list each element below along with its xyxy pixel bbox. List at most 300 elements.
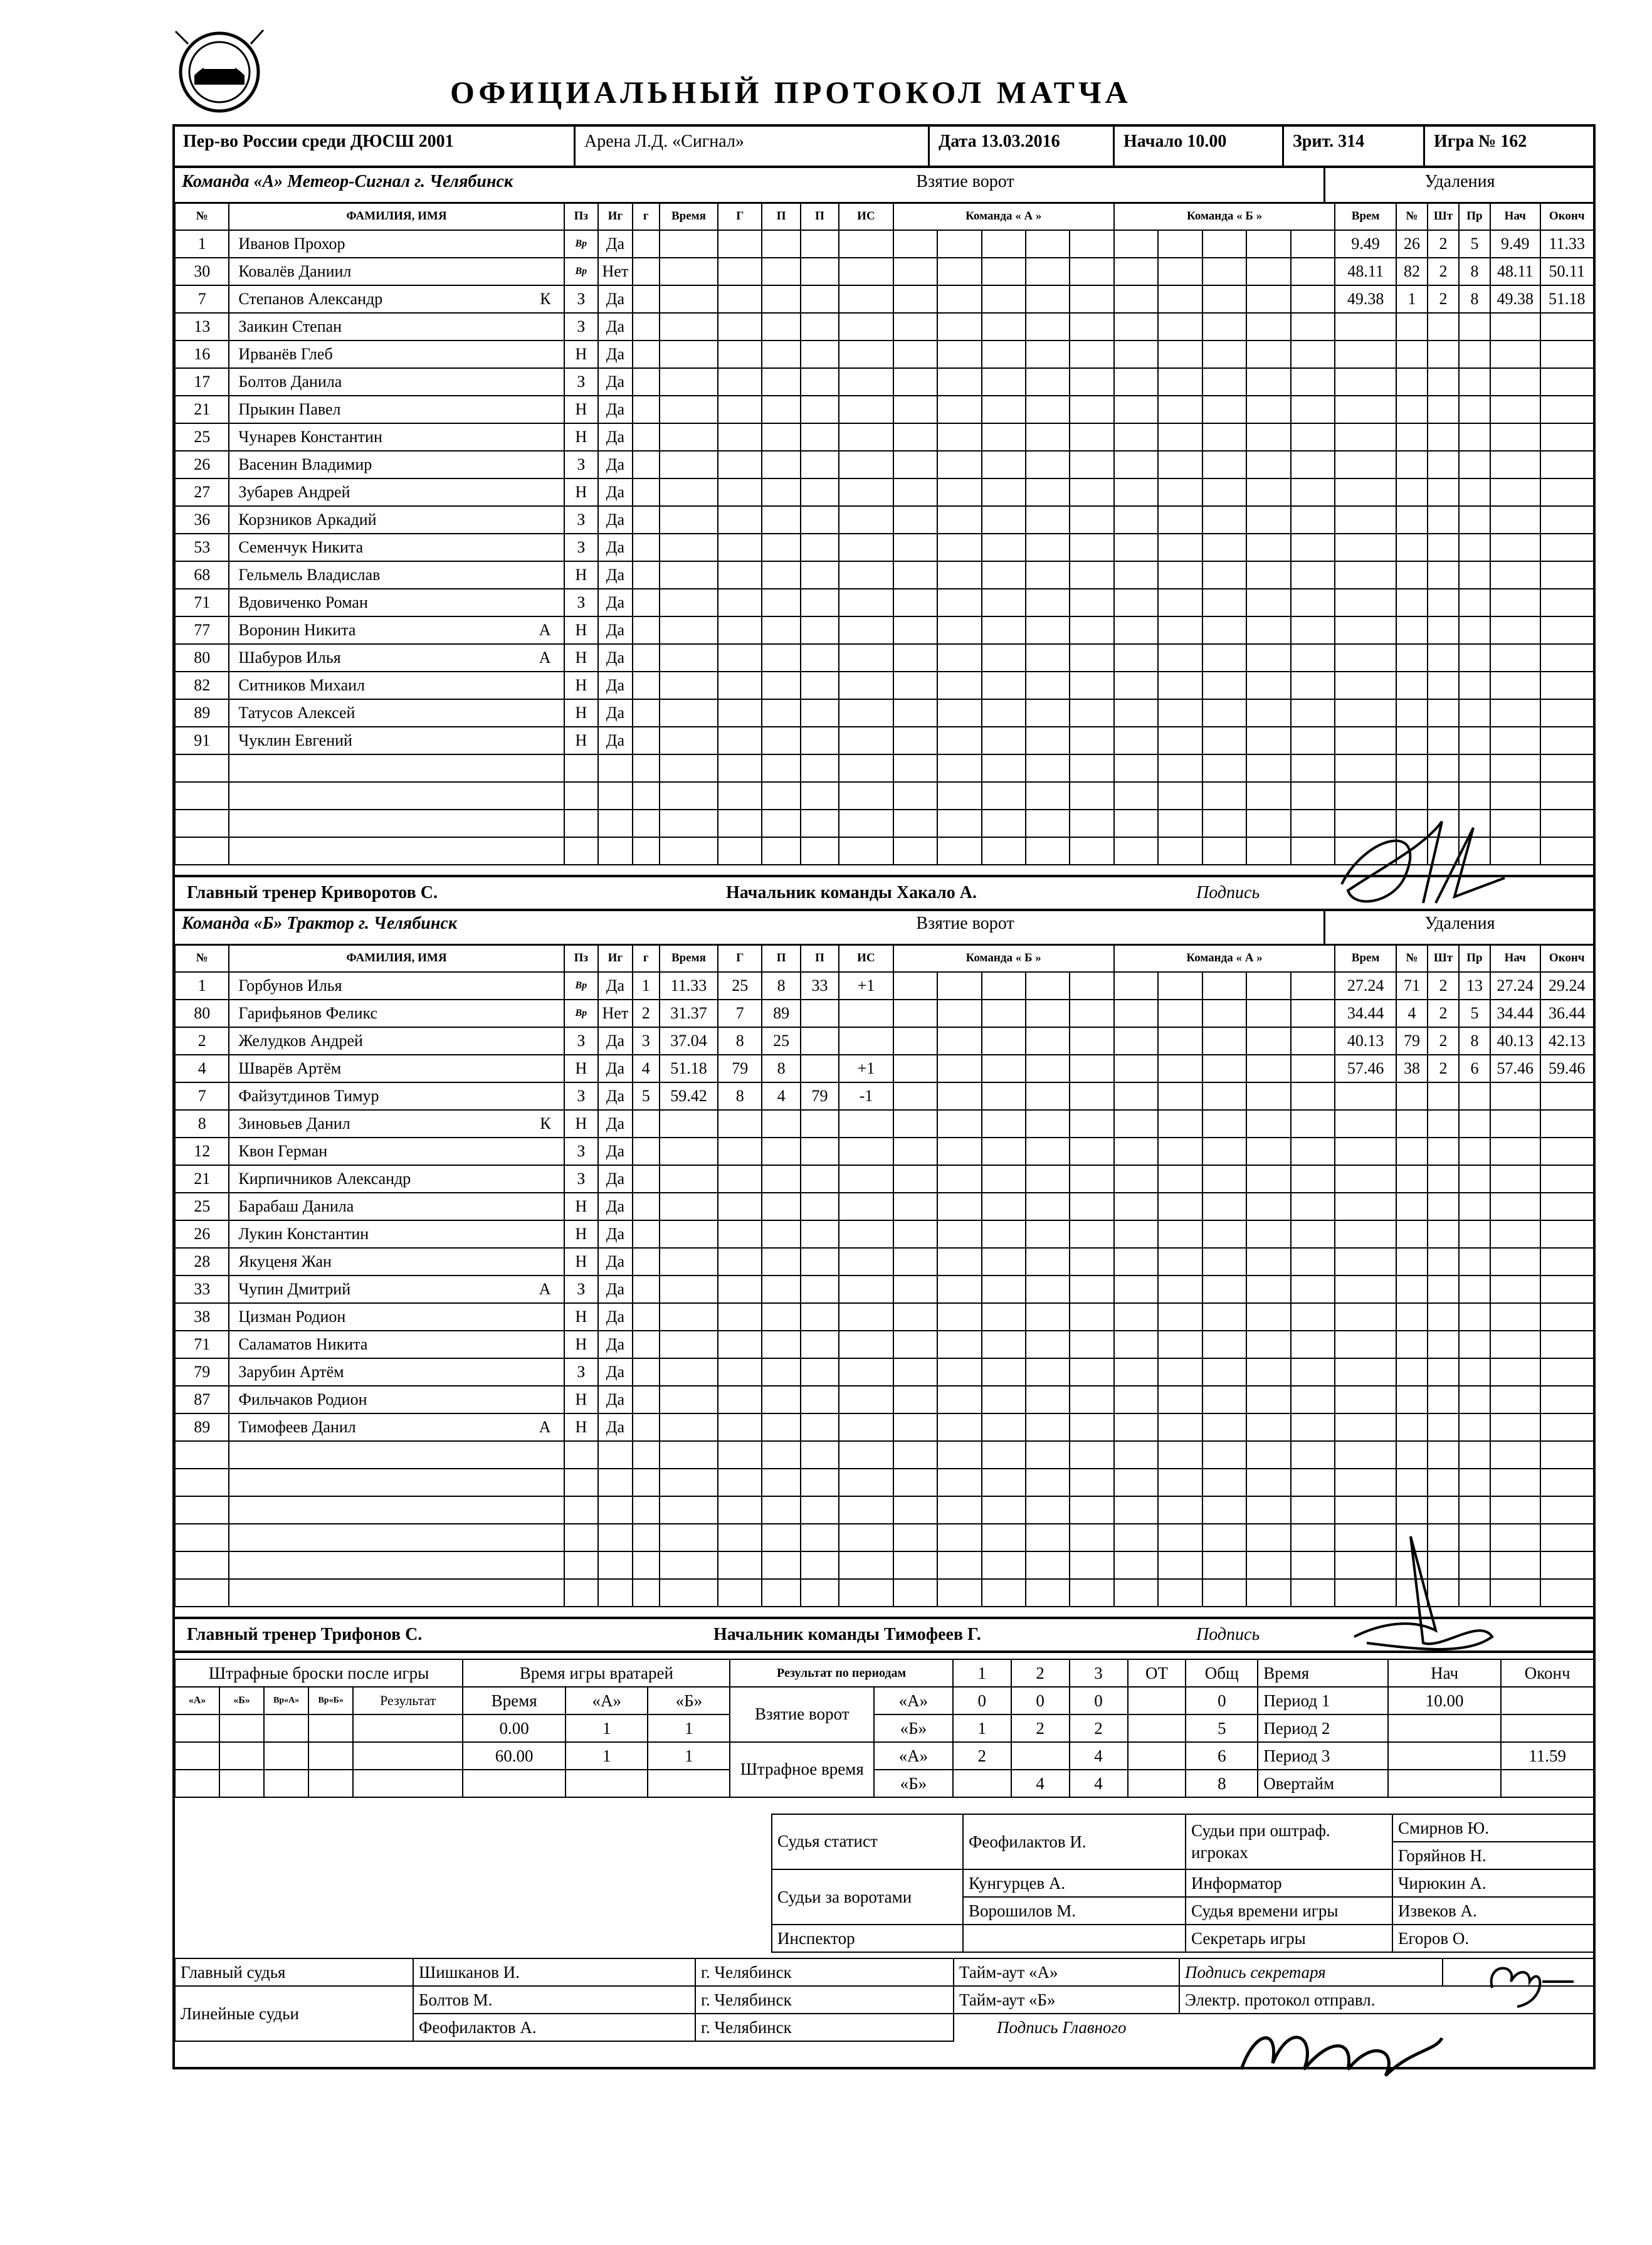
team-a-goal-num (633, 534, 660, 561)
team-a-player-name (229, 837, 564, 865)
team-a-onice-cell (982, 258, 1026, 285)
team-a-col-name: ФАМИЛИЯ, ИМЯ (229, 203, 564, 230)
team-b-goal-is: -1 (839, 1082, 893, 1110)
team-b-player-num: 26 (175, 1220, 229, 1248)
team-a-onice-cell (893, 230, 937, 258)
team-a-goal-assist1 (762, 423, 800, 451)
arena: Арена Л.Д. «Сигнал» (576, 125, 930, 166)
team-a-goal-scorer (718, 451, 762, 478)
team-a-player-plays: Да (598, 561, 633, 589)
team-b-onice-cell (1291, 1220, 1335, 1248)
team-b-onice-cell (982, 1165, 1026, 1193)
goals-a-ot (1128, 1687, 1186, 1714)
team-b-onice-cell (1114, 1220, 1158, 1248)
team-b-onice-cell (937, 1469, 981, 1496)
team-b-onice-cell (1202, 1027, 1246, 1055)
team-b-row (175, 972, 1594, 1000)
team-a-pen-code (1459, 341, 1490, 368)
team-b-goal-scorer (718, 1220, 762, 1248)
team-a-title: Команда «А» Метеор-Сигнал г. Челябинск (182, 172, 513, 191)
team-b-goal-time (660, 1469, 718, 1496)
team-a-pen-code (1459, 534, 1490, 561)
team-a-pen-min (1428, 423, 1459, 451)
team-b-onice-cell (1246, 1413, 1290, 1441)
team-a-pen-end (1540, 727, 1594, 754)
secretary: Егоров О. (1392, 1925, 1595, 1952)
periods-header: Результат по периодам (730, 1659, 952, 1687)
team-a-pen-start (1490, 506, 1540, 534)
team-a-row (175, 754, 1594, 782)
team-a-goal-is (839, 810, 893, 837)
team-a-pen-min: 2 (1428, 285, 1459, 313)
team-a-onice-cell (1158, 672, 1202, 699)
team-b-pen-start (1490, 1386, 1540, 1413)
team-b-pen-end (1540, 1331, 1594, 1358)
team-a-player-pos: Н (564, 478, 599, 506)
team-b-onice-cell (1070, 1496, 1113, 1524)
team-a-player-plays: Да (598, 727, 633, 754)
team-a-pen-time (1335, 396, 1396, 423)
team-b-pen-end (1540, 1193, 1594, 1220)
team-b-goal-scorer (718, 1165, 762, 1193)
team-a-goal-time (660, 534, 718, 561)
team-b-pen-start (1490, 1248, 1540, 1276)
team-b-onice-cell (1070, 1193, 1113, 1220)
team-b-pen-min (1428, 1386, 1459, 1413)
team-a-pen-num (1396, 396, 1428, 423)
gk-row-1-time: 0.00 (463, 1714, 566, 1742)
team-a-onice-cell (1070, 341, 1114, 368)
team-a-onice-cell (1246, 451, 1290, 478)
team-a-goal-num (633, 451, 660, 478)
team-a-onice-cell (893, 754, 937, 782)
team-a-onice-cell (1114, 396, 1158, 423)
team-b-pen-num (1396, 1193, 1428, 1220)
team-b-player-plays: Да (598, 1220, 633, 1248)
team-b-onice-cell (1202, 1000, 1246, 1027)
team-b-onice-cell (1246, 1276, 1290, 1303)
team-a-goal-time (660, 644, 718, 672)
team-b-onice-cell (1026, 1110, 1070, 1138)
team-a-pen-code: 8 (1459, 285, 1490, 313)
team-b-pen-end: 36.44 (1540, 1000, 1594, 1027)
team-b-manager: Начальник команды Тимофеев Г. (713, 1625, 981, 1644)
team-b-pen-end (1540, 1441, 1594, 1469)
team-b-pen-num (1396, 1469, 1428, 1496)
shootout-col-a: «А» (175, 1687, 219, 1714)
team-b-goal-is (839, 1303, 893, 1331)
team-b-row (175, 1441, 1594, 1469)
team-b-onice-cell (1246, 1303, 1290, 1331)
team-a-goal-time (660, 423, 718, 451)
team-a-row (175, 644, 1594, 672)
team-a-pen-code (1459, 423, 1490, 451)
linesman-1-city: г. Челябинск (695, 1986, 954, 2014)
team-a-coach: Главный тренер Криворотов С. (187, 883, 438, 902)
team-a-onice-cell (1070, 616, 1114, 644)
team-b-pen-num (1396, 1303, 1428, 1331)
team-b-onice-cell (1202, 1496, 1246, 1524)
team-b-pen-time (1335, 1193, 1396, 1220)
shootout-col-result: Результат (353, 1687, 463, 1714)
team-b-onice-cell (1158, 1082, 1202, 1110)
team-b-player-pos: Н (564, 1110, 599, 1138)
team-b-onice-cell (893, 1193, 937, 1220)
team-a-player-num (175, 837, 229, 865)
team-b-col-pen-end: Оконч (1540, 944, 1594, 972)
team-b-pen-start (1490, 1331, 1540, 1358)
team-a-player-pos: Н (564, 396, 599, 423)
team-b-goal-scorer (718, 1358, 762, 1386)
team-a-goal-scorer (718, 616, 762, 644)
team-b-goal-assist2 (801, 1413, 839, 1441)
team-a-player-pos: З (564, 313, 599, 341)
team-b-goal-assist2 (801, 1165, 839, 1193)
pim-a-p1: 2 (953, 1742, 1011, 1770)
team-b-goal-time (660, 1331, 718, 1358)
team-a-onice-cell (1070, 396, 1114, 423)
team-a-pen-code (1459, 754, 1490, 782)
team-a-player-num: 16 (175, 341, 229, 368)
team-b-onice-cell (1070, 1469, 1113, 1496)
team-a-player-pos: Н (564, 616, 599, 644)
team-a-goal-time (660, 368, 718, 396)
team-a-player-num (175, 754, 229, 782)
team-b-goal-assist2 (801, 1386, 839, 1413)
pim-team-a: «А» (874, 1742, 953, 1770)
head-ref: Шишканов И. (413, 1958, 695, 1986)
team-b-pen-min: 2 (1428, 1000, 1459, 1027)
team-b-goal-time (660, 1138, 718, 1165)
team-a-pen-start (1490, 644, 1540, 672)
team-b-pen-end (1540, 1496, 1594, 1524)
team-a-col-own-team: Команда « А » (893, 203, 1114, 230)
team-a-onice-cell (893, 672, 937, 699)
team-b-pen-num (1396, 1220, 1428, 1248)
team-b-onice-cell (1291, 972, 1335, 1000)
team-a-pen-time (1335, 782, 1396, 810)
team-a-onice-cell (1291, 699, 1335, 727)
team-a-pen-end (1540, 396, 1594, 423)
linesman-2: Феофилактов А. (413, 2014, 695, 2041)
team-a-onice-cell (1158, 451, 1202, 478)
team-a-pen-start (1490, 616, 1540, 644)
team-a-onice-cell (982, 616, 1026, 644)
team-a-onice-cell (1026, 396, 1070, 423)
team-b-player-num: 80 (175, 1000, 229, 1027)
team-a-onice-cell (893, 589, 937, 616)
tournament-name: Пер-во России среди ДЮСШ 2001 (174, 125, 576, 166)
pim-a-p2 (1011, 1742, 1070, 1770)
team-a-pen-time (1335, 644, 1396, 672)
team-a-onice-cell (1070, 754, 1114, 782)
team-a-goal-assist2 (801, 478, 839, 506)
team-b-player-plays: Да (598, 1248, 633, 1276)
team-b-onice-cell (1070, 1082, 1113, 1110)
team-b-pen-time (1335, 1110, 1396, 1138)
team-a-goal-scorer (718, 534, 762, 561)
team-b-goal-assist2 (801, 1303, 839, 1331)
team-a-goal-is (839, 478, 893, 506)
team-b-goal-assist1 (762, 1579, 800, 1607)
team-b-goal-scorer (718, 1469, 762, 1496)
team-b-onice-cell (937, 1579, 981, 1607)
team-b-player-num (175, 1551, 229, 1579)
team-a-player-plays: Да (598, 285, 633, 313)
team-a-onice-cell (1026, 837, 1070, 865)
team-b-onice-cell (982, 1441, 1026, 1469)
team-b-player-role: А (539, 1418, 551, 1436)
team-a-pen-num (1396, 451, 1428, 478)
team-a-goal-num (633, 672, 660, 699)
team-a-goal-time (660, 589, 718, 616)
team-b-onice-cell (1070, 1000, 1113, 1027)
team-a-onice-cell (1291, 644, 1335, 672)
team-b-onice-cell (1246, 1469, 1290, 1496)
team-a-goal-assist1 (762, 672, 800, 699)
team-a-onice-cell (1114, 589, 1158, 616)
team-b-goal-time (660, 1413, 718, 1441)
team-a-goal-assist2 (801, 589, 839, 616)
team-b-onice-cell (937, 1220, 981, 1248)
team-a-onice-cell (1202, 506, 1246, 534)
team-b-pen-end (1540, 1220, 1594, 1248)
team-b-onice-cell (1026, 1165, 1070, 1193)
team-a-row (175, 258, 1594, 285)
team-b-onice-cell (1246, 1165, 1290, 1193)
team-a-onice-cell (982, 396, 1026, 423)
team-a-onice-cell (982, 230, 1026, 258)
team-b-player-plays: Да (598, 1386, 633, 1413)
team-b-onice-cell (1026, 1496, 1070, 1524)
gk-row-2-b: 1 (648, 1742, 730, 1770)
team-b-goal-scorer (718, 1579, 762, 1607)
team-a-col-assist1: П (762, 203, 800, 230)
team-b-player-name-text: Фильчаков Родион (238, 1390, 367, 1408)
team-a-pen-min (1428, 313, 1459, 341)
team-b-pen-min (1428, 1276, 1459, 1303)
team-a-onice-cell (1246, 423, 1290, 451)
team-a-onice-cell (1291, 810, 1335, 837)
team-a-goal-num (633, 368, 660, 396)
team-b-pen-num (1396, 1413, 1428, 1441)
team-a-pen-start (1490, 561, 1540, 589)
team-b-onice-cell (1026, 1469, 1070, 1496)
pim-b-p2: 4 (1011, 1770, 1070, 1797)
team-b-goal-scorer (718, 1303, 762, 1331)
team-b-player-name-text: Гарифьянов Феликс (238, 1004, 378, 1022)
team-a-player-name-text: Семенчук Никита (238, 538, 364, 556)
team-a-onice-cell (1291, 451, 1335, 478)
team-b-onice-cell (1246, 1248, 1290, 1276)
team-b-onice-cell (893, 1027, 937, 1055)
team-b-goal-assist2 (801, 1248, 839, 1276)
period-2-label: Период 2 (1258, 1714, 1388, 1742)
team-a-player-name (229, 258, 564, 285)
team-b-onice-cell (893, 1579, 937, 1607)
team-b-goal-time (660, 1524, 718, 1551)
team-a-onice-cell (1246, 506, 1290, 534)
team-b-goal-time (660, 1551, 718, 1579)
team-b-onice-cell (1158, 1413, 1202, 1441)
team-a-onice-cell (1202, 837, 1246, 865)
team-a-goal-num (633, 396, 660, 423)
team-b-col-pen-num: № (1396, 944, 1428, 972)
team-a-pen-time (1335, 672, 1396, 699)
team-b-pen-code (1459, 1469, 1490, 1496)
team-b-pen-min (1428, 1165, 1459, 1193)
team-a-pen-min (1428, 368, 1459, 396)
team-b-onice-cell (1070, 1579, 1113, 1607)
team-a-goal-assist1 (762, 782, 800, 810)
team-b-onice-cell (937, 1524, 981, 1551)
team-a-player-pos: З (564, 534, 599, 561)
team-a-onice-cell (937, 616, 981, 644)
team-b-pen-time: 34.44 (1335, 1000, 1396, 1027)
team-b-pen-time (1335, 1496, 1396, 1524)
team-a-onice-cell (893, 451, 937, 478)
team-a-pen-code (1459, 782, 1490, 810)
team-a-player-name (229, 699, 564, 727)
team-a-onice-cell (937, 782, 981, 810)
team-b-onice-cell (1158, 972, 1202, 1000)
team-a-player-plays: Да (598, 589, 633, 616)
team-b-onice-cell (1114, 972, 1158, 1000)
team-a-onice-cell (1026, 368, 1070, 396)
team-a-onice-cell (1202, 230, 1246, 258)
team-a-onice-cell (1246, 589, 1290, 616)
team-a-goal-scorer (718, 258, 762, 285)
team-a-player-pos: З (564, 285, 599, 313)
gk-col-a: «А» (566, 1687, 648, 1714)
team-b-onice-cell (937, 1055, 981, 1082)
team-b-goal-time (660, 1220, 718, 1248)
team-b-goal-is (839, 1138, 893, 1165)
period-2-start (1388, 1714, 1501, 1742)
team-b-player-num: 1 (175, 972, 229, 1000)
team-b-pen-end (1540, 1082, 1594, 1110)
team-a-onice-cell (893, 561, 937, 589)
team-a-goal-scorer (718, 699, 762, 727)
team-a-player-pos (564, 810, 599, 837)
team-b-pen-start: 40.13 (1490, 1027, 1540, 1055)
team-a-goal-assist1 (762, 341, 800, 368)
team-a-pen-end (1540, 423, 1594, 451)
team-b-pen-end (1540, 1303, 1594, 1331)
team-b-goal-assist1 (762, 1551, 800, 1579)
team-b-goal-num (633, 1579, 660, 1607)
team-a-pen-start (1490, 368, 1540, 396)
team-a-goal-assist2 (801, 341, 839, 368)
team-a-pen-code (1459, 313, 1490, 341)
team-a-goal-is (839, 368, 893, 396)
team-b-player-plays: Нет (598, 1000, 633, 1027)
team-b-goal-is (839, 1413, 893, 1441)
team-b-goal-assist2 (801, 1055, 839, 1082)
team-a-pen-num (1396, 616, 1428, 644)
team-b-onice-cell (1070, 1165, 1113, 1193)
team-a-onice-cell (1070, 727, 1114, 754)
team-b-goal-time: 51.18 (660, 1055, 718, 1082)
team-a-pen-time (1335, 727, 1396, 754)
team-a-player-name (229, 782, 564, 810)
team-b-onice-cell (1202, 1303, 1246, 1331)
team-b-pen-end (1540, 1276, 1594, 1303)
team-b-pen-time (1335, 1331, 1396, 1358)
team-a-onice-cell (1291, 672, 1335, 699)
team-a-goal-is (839, 313, 893, 341)
team-b-onice-cell (1246, 1055, 1290, 1082)
team-b-goal-time (660, 1165, 718, 1193)
team-a-player-plays (598, 837, 633, 865)
team-b-onice-cell (1202, 1579, 1246, 1607)
team-b-pen-time (1335, 1386, 1396, 1413)
team-a-pen-code (1459, 451, 1490, 478)
shootout-header: Штрафные броски после игры (175, 1659, 463, 1687)
team-a-pen-time (1335, 451, 1396, 478)
team-a-onice-cell (937, 810, 981, 837)
team-b-player-plays: Да (598, 1358, 633, 1386)
team-a-onice-cell (893, 699, 937, 727)
team-a-onice-cell (1158, 561, 1202, 589)
team-a-onice-cell (1291, 258, 1335, 285)
team-a-goal-assist2 (801, 561, 839, 589)
team-a-goal-time (660, 616, 718, 644)
team-a-goal-time (660, 451, 718, 478)
team-b-pen-code: 8 (1459, 1027, 1490, 1055)
team-a-player-role: А (539, 621, 551, 639)
team-b-player-pos: З (564, 1027, 599, 1055)
team-a-row (175, 782, 1594, 810)
team-a-goal-scorer (718, 837, 762, 865)
team-a-pen-end (1540, 451, 1594, 478)
team-b-onice-cell (982, 1000, 1026, 1027)
team-b-onice-cell (1158, 1000, 1202, 1027)
team-a-player-name-text: Ирванёв Глеб (238, 345, 333, 363)
team-a-onice-cell (893, 506, 937, 534)
team-a-pen-end (1540, 368, 1594, 396)
team-b-onice-cell (937, 1358, 981, 1386)
team-a-onice-cell (1291, 754, 1335, 782)
team-b-pen-end (1540, 1358, 1594, 1386)
team-a-player-name (229, 506, 564, 534)
team-b-onice-cell (1246, 1000, 1290, 1027)
team-a-player-pos: Н (564, 699, 599, 727)
team-b-onice-cell (1026, 1331, 1070, 1358)
team-b-onice-cell (1114, 1276, 1158, 1303)
team-a-col-pen-code: Пр (1459, 203, 1490, 230)
team-b-onice-cell (982, 1579, 1026, 1607)
team-b-goal-is (839, 1331, 893, 1358)
team-a-pen-num (1396, 589, 1428, 616)
team-a-onice-cell (937, 423, 981, 451)
team-b-goal-time: 37.04 (660, 1027, 718, 1055)
team-b-onice-cell (893, 1110, 937, 1138)
team-b-player-num: 71 (175, 1331, 229, 1358)
team-b-pen-code (1459, 1331, 1490, 1358)
goal-judges-label: Судьи за воротами (772, 1869, 963, 1925)
team-a-row (175, 285, 1594, 313)
team-a-player-pos: З (564, 506, 599, 534)
team-b-onice-cell (893, 1496, 937, 1524)
team-b-goal-scorer (718, 1110, 762, 1138)
goals-b-p3: 2 (1070, 1714, 1128, 1742)
team-b-row (175, 1110, 1594, 1138)
team-b-pen-time (1335, 1220, 1396, 1248)
team-a-pen-min (1428, 644, 1459, 672)
team-a-goal-time (660, 727, 718, 754)
team-b-goal-is (839, 1551, 893, 1579)
